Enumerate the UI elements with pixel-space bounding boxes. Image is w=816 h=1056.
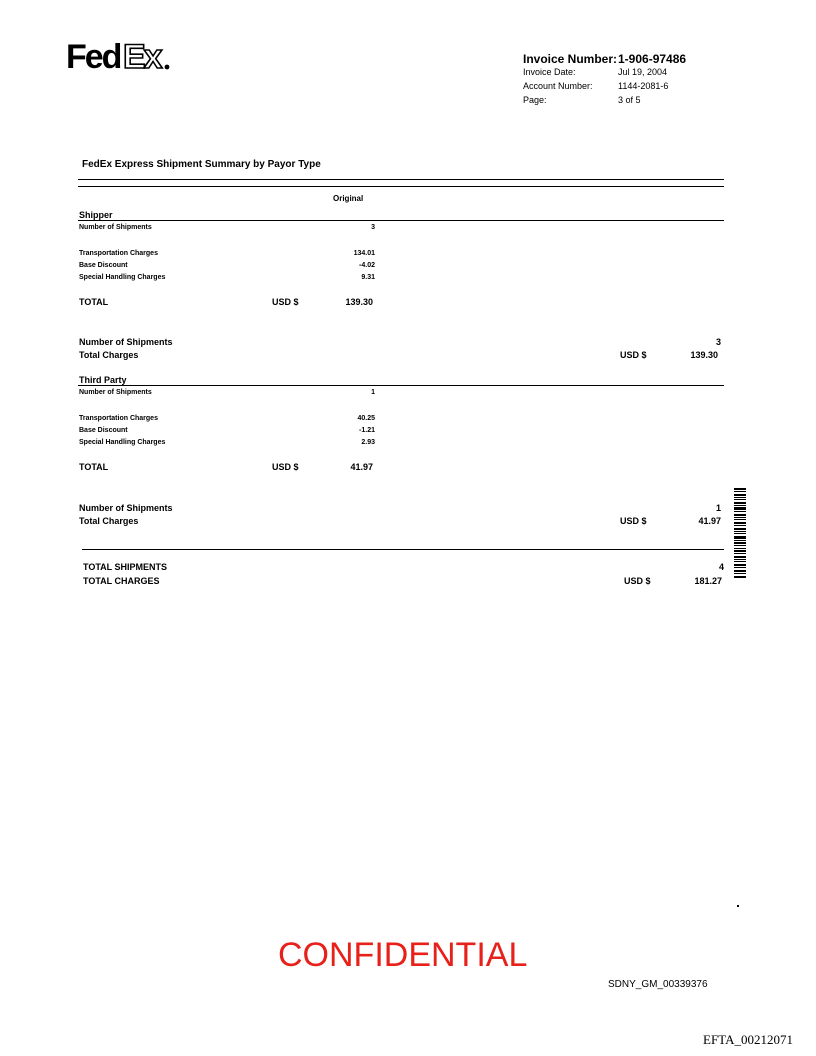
summary-currency: USD $ (620, 516, 647, 526)
num-shipments-value: 1 (371, 389, 375, 396)
total-value: 139.30 (345, 297, 373, 307)
summary-shipments-value: 1 (715, 503, 721, 513)
grand-total-currency: USD $ (624, 576, 651, 586)
num-shipments-label: Number of Shipments (79, 224, 152, 231)
divider (78, 179, 724, 180)
charge-value: -1.21 (359, 427, 375, 434)
num-shipments-label: Number of Shipments (79, 389, 152, 396)
page-number: 3 of 5 (618, 95, 641, 105)
charge-value: 9.31 (361, 274, 375, 281)
efta-number: EFTA_00212071 (703, 1032, 793, 1047)
charge-label: Base Discount (79, 262, 128, 269)
grand-total-charges-value: 181.27 (694, 576, 722, 586)
summary-shipments-label: Number of Shipments (79, 337, 173, 347)
num-shipments-value: 3 (371, 224, 375, 231)
barcode (734, 488, 746, 585)
summary-shipments-value: 3 (715, 337, 721, 347)
charge-value: -4.02 (359, 262, 375, 269)
summary-charges-label: Total Charges (79, 350, 139, 360)
summary-shipments-label: Number of Shipments (79, 503, 173, 513)
payor-name: Third Party (79, 375, 127, 385)
divider (78, 220, 724, 221)
charge-value: 134.01 (353, 250, 375, 257)
charge-label: Transportation Charges (79, 250, 158, 257)
payor-name: Shipper (79, 210, 113, 220)
charge-label: Transportation Charges (79, 415, 158, 422)
page-label: Page: (523, 95, 547, 105)
charge-label: Special Handling Charges (79, 439, 166, 446)
account-number-label: Account Number: (523, 81, 593, 91)
grand-total-shipments-label: TOTAL SHIPMENTS (83, 562, 168, 572)
page-title: FedEx Express Shipment Summary by Payor Type (82, 159, 321, 170)
column-header-original: Original (333, 194, 364, 203)
invoice-date: Jul 19, 2004 (618, 67, 668, 77)
total-label: TOTAL (79, 297, 109, 307)
summary-currency: USD $ (620, 350, 647, 360)
charge-label: Special Handling Charges (79, 274, 166, 281)
summary-charges-value: 41.97 (698, 516, 721, 526)
confidential-stamp: CONFIDENTIAL (278, 936, 528, 974)
bates-number: SDNY_GM_00339376 (608, 979, 708, 990)
grand-total-charges-label: TOTAL CHARGES (83, 576, 160, 586)
total-label: TOTAL (79, 462, 109, 472)
fedex-logo (66, 38, 174, 79)
account-number: 1144-2081-6 (618, 81, 669, 91)
total-currency: USD $ (272, 297, 299, 307)
charge-label: Base Discount (79, 427, 128, 434)
total-value: 41.97 (350, 462, 373, 472)
invoice-date-label: Invoice Date: (523, 67, 576, 77)
charge-value: 40.25 (357, 415, 375, 422)
grand-total-shipments-value: 4 (718, 562, 724, 572)
summary-charges-label: Total Charges (79, 516, 139, 526)
charge-value: 2.93 (361, 439, 375, 446)
invoice-number-label: Invoice Number: (523, 52, 618, 66)
divider (82, 549, 724, 550)
total-currency: USD $ (272, 462, 299, 472)
summary-charges-value: 139.30 (690, 350, 718, 360)
svg-text:Ex: Ex (123, 38, 161, 74)
stray-mark (737, 905, 739, 907)
divider (78, 186, 724, 187)
invoice-number: 1-906-97486 (618, 52, 687, 66)
divider (78, 385, 724, 386)
svg-text:Fed: Fed (66, 38, 121, 74)
